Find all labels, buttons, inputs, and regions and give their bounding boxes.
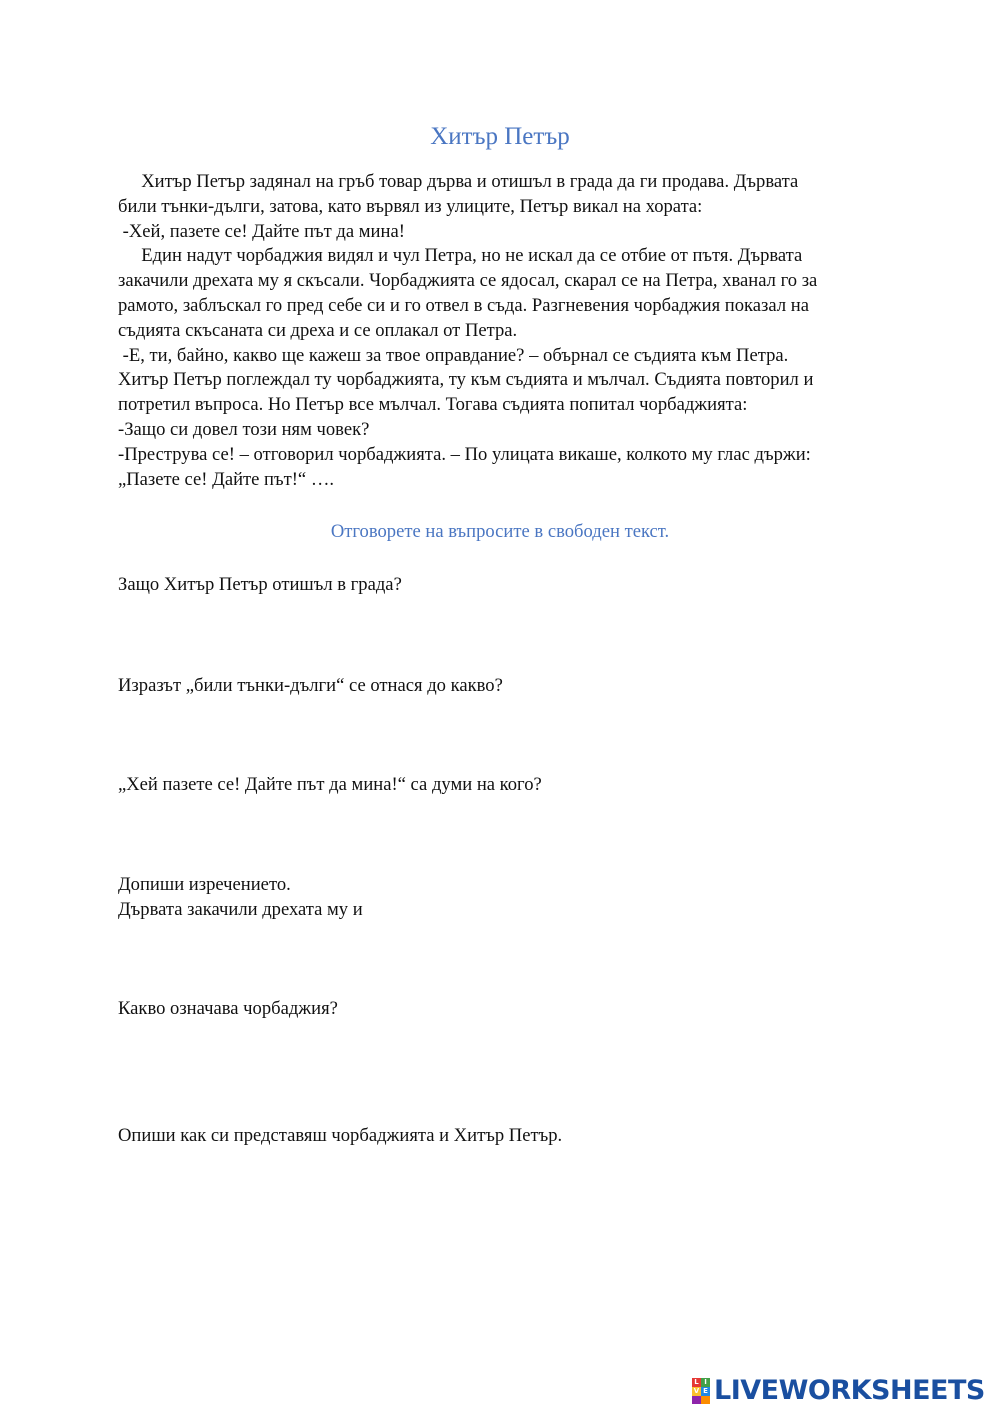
instruction-heading: Отговорете на въпросите в свободен текст. <box>330 521 670 542</box>
question-4-sentence: Дървата закачили дрехата му и <box>118 899 363 920</box>
question-6: Опиши как си представяш чорбаджията и Хитър Петър. <box>118 1125 563 1146</box>
question-5: Какво означава чорбаджия? <box>118 998 338 1019</box>
story-line: „Пазете се! Дайте път!“ …. <box>118 468 335 490</box>
logo-tile: L <box>692 1378 701 1387</box>
question-1: Защо Хитър Петър отишъл в града? <box>118 574 402 595</box>
logo-tile <box>701 1396 710 1404</box>
story-line: -Хей, пазете се! Дайте път да мина! <box>118 220 405 242</box>
story-line: Хитър Петър поглеждал ту чорбаджията, ту към съдията и мълчал. Съдията повторил и <box>118 369 814 391</box>
story-line: Един надут чорбаджия видял и чул Петра, но не искал да се отбие от пътя. Дървата <box>118 245 803 267</box>
worksheet-title: Хитър Петър <box>430 123 570 150</box>
liveworksheets-logo <box>692 1376 985 1406</box>
story-line: закачили дрехата му я скъсали. Чорбаджията се ядосал, скарал се на Петра, хванал го за <box>118 270 818 292</box>
liveworksheets-wordmark: LIVEWORKSHEETS <box>714 1375 985 1406</box>
logo-tile: V <box>693 1387 700 1395</box>
question-4-prompt: Допиши изречението. <box>118 874 291 895</box>
story-line: били тънки-дълги, затова, като вървял из улиците, Петър викал на хората: <box>118 195 703 217</box>
question-3: „Хей пазете се! Дайте път да мина!“ са думи на кого? <box>118 774 542 795</box>
story-line: Хитър Петър задянал на гръб товар дърва и отишъл в града да ги продава. Дървата <box>118 171 799 192</box>
story-line: съдията скъсаната си дреха и се оплакал от Петра. <box>118 319 518 341</box>
story-line: рамото, заблъскал го пред себе си и го отвел в съда. Разгневения чорбаджия показал на <box>118 294 809 316</box>
logo-tile: I <box>701 1378 710 1387</box>
question-2: Изразът „били тънки-дълги“ се отнася до какво? <box>118 675 503 696</box>
story-line: -Е, ти, байно, какво ще кажеш за твое оправдание? – обърнал се съдията към Петра. <box>118 344 789 366</box>
liveworksheets-icon <box>692 1378 710 1404</box>
story-line: -Преструва се! – отговорил чорбаджията. – По улицата викаше, колкото му глас държи: <box>118 443 811 465</box>
story-line: потретил въпроса. Но Петър все мълчал. Тогава съдията попитал чорбаджията: <box>118 394 748 416</box>
story-line: -Защо си довел този ням човек? <box>118 418 370 440</box>
story-text <box>118 170 898 492</box>
logo-tile <box>692 1396 701 1404</box>
logo-tile: E <box>701 1387 710 1396</box>
